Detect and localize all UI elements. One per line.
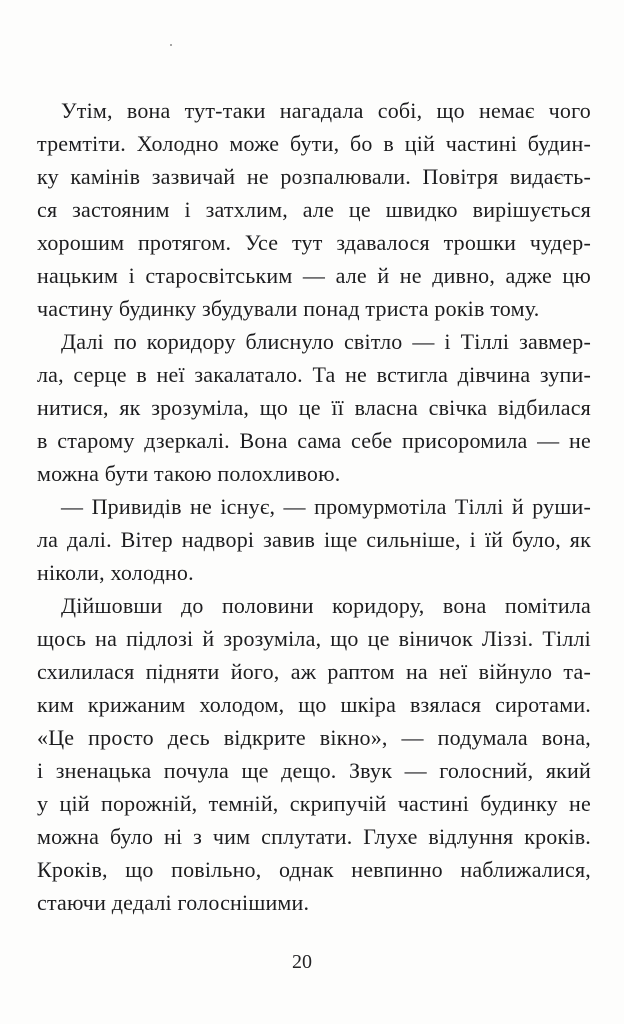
paragraph	[37, 325, 591, 490]
paragraph	[37, 589, 591, 919]
text-line: ла далі. Вітер надворі завив іще сильніше, і їй було, як	[37, 527, 591, 552]
text-line: тремтіти. Холодно може бути, бо в цій частині будин-	[37, 131, 591, 156]
text-line: щось на підлозі й зрозуміла, що це віничок Ліззі. Тіллі	[37, 626, 591, 651]
paragraph	[37, 490, 591, 589]
text-line: «Це просто десь відкрите вікно», — подумала вона,	[37, 725, 591, 750]
text-line: — Привидів не існує, — промурмотіла Тіллі й руши-	[61, 494, 591, 519]
text-line: Далі по коридору блиснуло світло — і Тіллі завмер-	[61, 329, 591, 354]
text-line: хорошим протягом. Усе тут здавалося трошки чудер-	[37, 230, 591, 255]
text-line: частину будинку збудували понад триста років тому.	[37, 296, 540, 321]
text-line: в старому дзеркалі. Вона сама себе присоромила — не	[37, 428, 591, 453]
text-line: Дійшовши до половини коридору, вона помітила	[61, 593, 591, 618]
text-line: ніколи, холодно.	[37, 560, 194, 585]
scan-speck	[170, 44, 172, 46]
text-line: ся застояним і затхлим, але це швидко вирішується	[37, 197, 591, 222]
text-line: схилилася підняти його, аж раптом на неї війнуло та-	[37, 659, 591, 684]
text-line: нацьким і старосвітським — але й не дивно, адже цю	[37, 263, 591, 288]
text-line: у цій порожній, темній, скрипучій частині будинку не	[37, 791, 591, 816]
text-line: ку камінів зазвичай не розпалювали. Повітря видаєть-	[37, 164, 591, 189]
text-line: і зненацька почула ще дещо. Звук — голосний, який	[37, 758, 591, 783]
page-number: 20	[292, 951, 312, 973]
paragraph	[37, 94, 591, 325]
text-line: ла, серце в неї закалатало. Та не встигла дівчина зупи-	[37, 362, 591, 387]
text-line: ким крижаним холодом, що шкіра взялася сиротами.	[37, 692, 591, 717]
text-line: можна бути такою полохливою.	[37, 461, 341, 486]
text-line: Кроків, що повільно, однак невпинно наближалися,	[37, 857, 591, 882]
text-line: нитися, як зрозуміла, що це її власна свічка відбилася	[37, 395, 591, 420]
text-line: Утім, вона тут-таки нагадала собі, що немає чого	[61, 98, 591, 123]
text-line: стаючи дедалі голоснішими.	[37, 890, 310, 915]
text-line: можна було ні з чим сплутати. Глухе відлуння кроків.	[37, 824, 591, 849]
text-block	[37, 94, 591, 919]
